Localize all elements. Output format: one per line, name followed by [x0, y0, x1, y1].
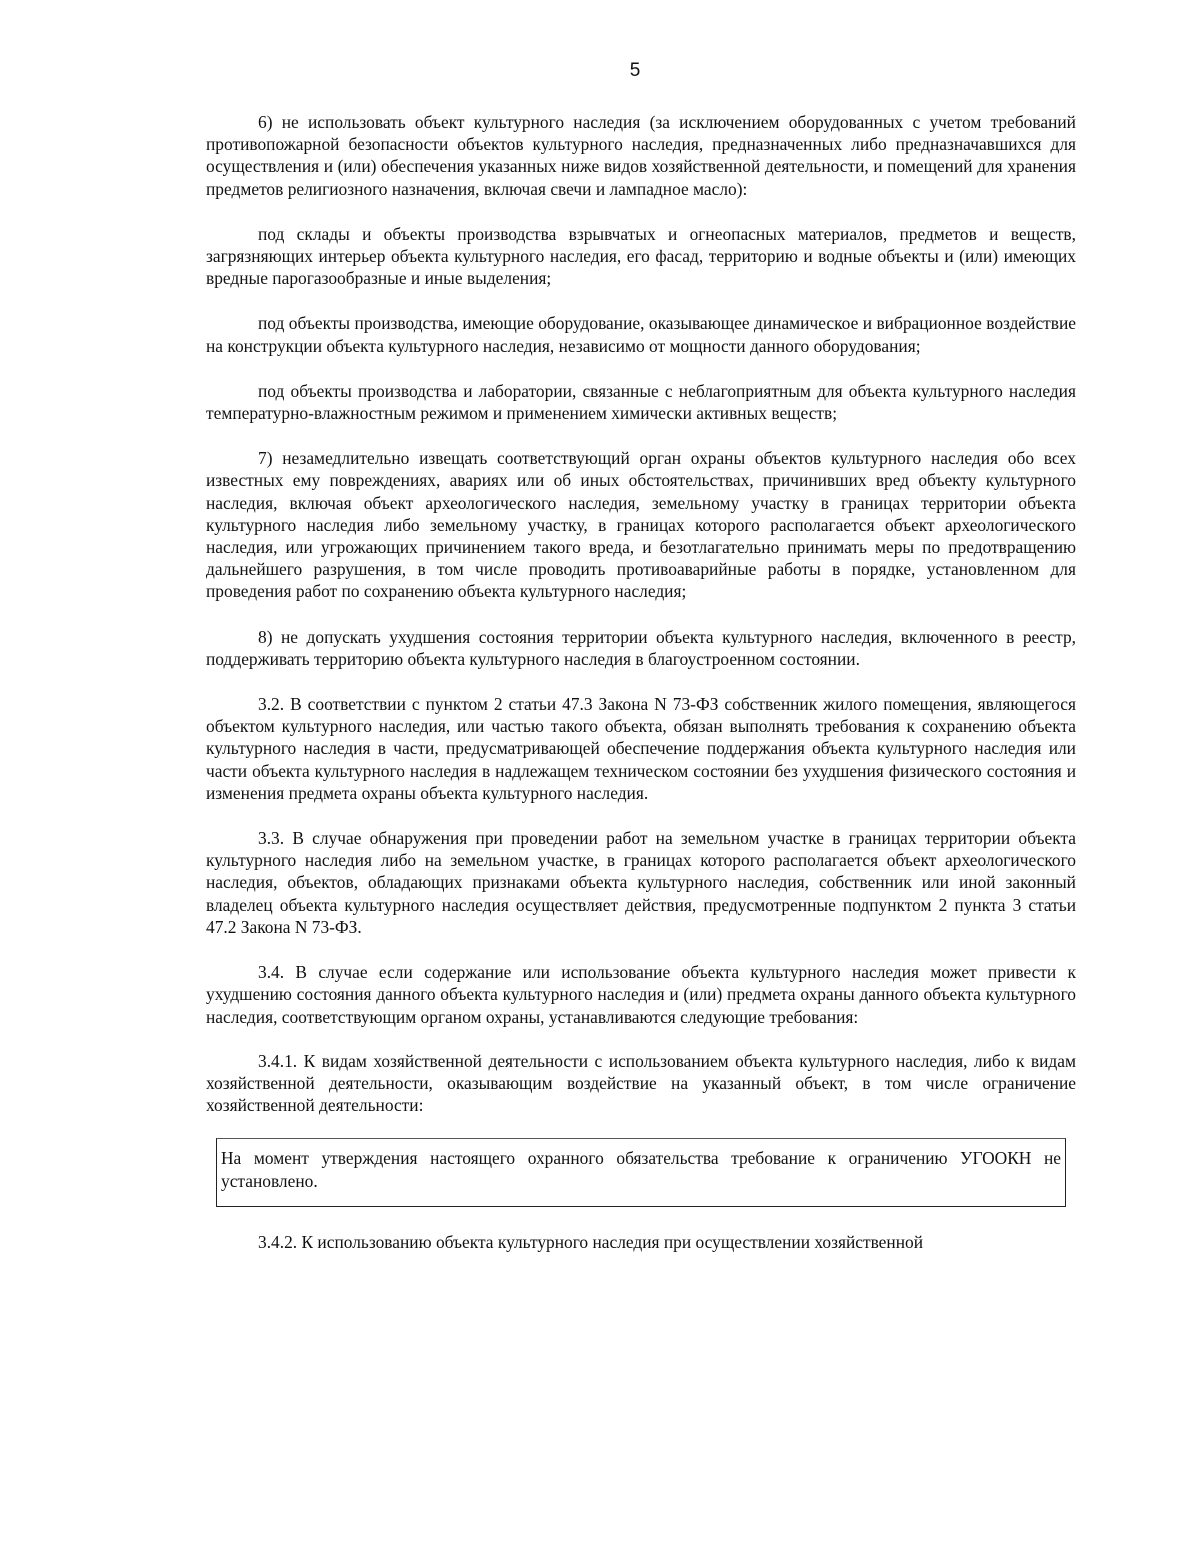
- document-body: [206, 111, 1076, 1253]
- paragraph-item-7: 7) незамедлительно извещать соответствующий орган охраны объектов культурного наследия обо всех известных ему повреждениях, авариях или об иных обстоятельствах, причинивших вред объекту культурного наследия, включая объект археологического наследия, земельному участку в границах территории объекта культурного наследия либо земельному участку, в границах которого располагается объект археологического наследия, или угрожающих причинением такого вреда, и безотлагательно принимать меры по предотвращению дальнейшего разрушения, в том числе проводить противоаварийные работы в порядке, установленном для проведения работ по сохранению объекта культурного наследия;: [206, 448, 1076, 602]
- paragraph-3-4-1: 3.4.1. К видам хозяйственной деятельности с использованием объекта культурного наследия, либо к видам хозяйственной деятельности, оказывающим воздействие на указанный объект, в том числе ограничение хозяйственной деятельности:: [206, 1050, 1076, 1116]
- boxed-note-text: На момент утверждения настоящего охранного обязательства требование к ограничению УГООКН не установлено.: [221, 1148, 1061, 1191]
- paragraph-3-4: 3.4. В случае если содержание или использование объекта культурного наследия может привести к ухудшению состояния данного объекта культурного наследия и (или) предмета охраны данного объекта культурного наследия, соответствующим органом охраны, устанавливаются следующие требования:: [206, 962, 1076, 1027]
- paragraph-laboratories: под объекты производства и лаборатории, связанные с неблагоприятным для объекта культурного наследия температурно-влажностным режимом и применением химически активных веществ;: [206, 380, 1076, 424]
- boxed-note: [216, 1138, 1066, 1206]
- paragraph-item-8: 8) не допускать ухудшения состояния территории объекта культурного наследия, включенного в реестр, поддерживать территорию объекта культурного наследия в благоустроенном состоянии.: [206, 626, 1076, 669]
- page-number: 5: [629, 60, 641, 81]
- paragraph-item-6: 6) не использовать объект культурного наследия (за исключением оборудованных с учетом требований противопожарной безопасности объектов культурного наследия, предназначенных либо предназначавшихся для осуществления и (или) обеспечения указанных ниже видов хозяйственной деятельности, и помещений для хранения предметов религиозного назначения, включая свечи и лампадное масло):: [206, 112, 1076, 199]
- paragraph-3-2: 3.2. В соответствии с пунктом 2 статьи 47.3 Закона N 73-ФЗ собственник жилого помещения, являющегося объектом культурного наследия, или частью такого объекта, обязан выполнять требования к сохранению объекта культурного наследия в части, предусматривающей обеспечение поддержания объекта культурного наследия или части объекта культурного наследия в надлежащем техническом состоянии без ухудшения физического состояния и изменения предмета охраны объекта культурного наследия.: [206, 694, 1076, 803]
- paragraph-warehouses: под склады и объекты производства взрывчатых и огнеопасных материалов, предметов и веществ, загрязняющих интерьер объекта культурного наследия, его фасад, территорию и водные объекты и (или) имеющих вредные парогазообразные и иные выделения;: [206, 223, 1076, 289]
- paragraph-3-4-2: 3.4.2. К использованию объекта культурного наследия при осуществлении хозяйственной: [258, 1231, 924, 1252]
- paragraph-production-equipment: под объекты производства, имеющие оборудование, оказывающее динамическое и вибрационное воздействие на конструкции объекта культурного наследия, независимо от мощности данного оборудования;: [206, 313, 1076, 356]
- paragraph-3-3: 3.3. В случае обнаружения при проведении работ на земельном участке в границах территории объекта культурного наследия либо на земельном участке, в границах которого располагается объект археологического наследия, объектов, обладающих признаками объекта культурного наследия, собственник или иной законный владелец объекта культурного наследия осуществляет действия, предусмотренные подпунктом 2 пункта 3 статьи 47.2 Закона N 73-ФЗ.: [206, 828, 1076, 937]
